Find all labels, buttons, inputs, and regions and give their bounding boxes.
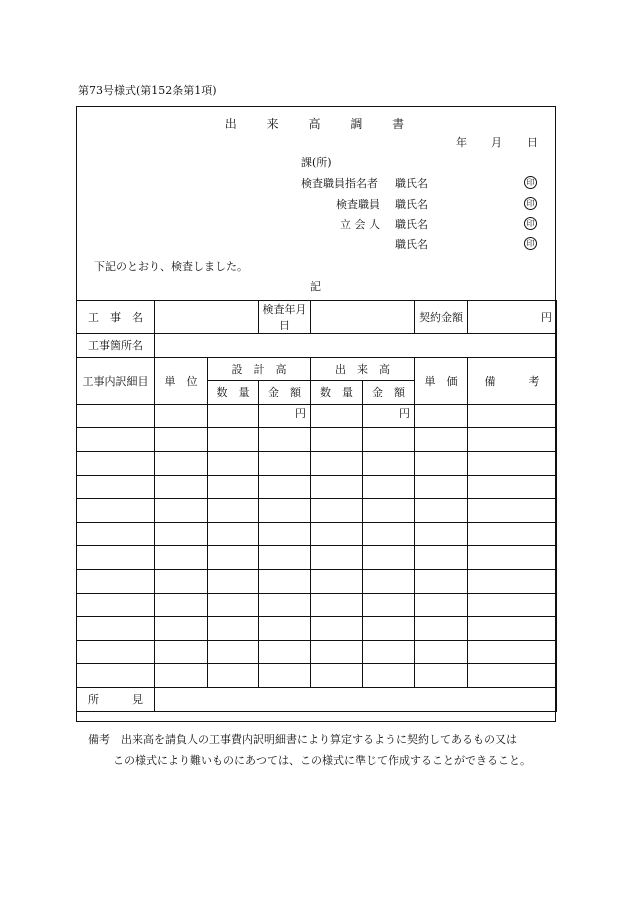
table-cell[interactable]	[363, 617, 415, 641]
table-row	[77, 569, 557, 593]
table-cell[interactable]	[311, 522, 363, 546]
opinion-label: 所 見	[77, 687, 155, 711]
contract-amount-field[interactable]: 円	[468, 301, 557, 334]
table-cell[interactable]	[415, 451, 468, 475]
table-cell[interactable]	[468, 569, 557, 593]
ki-label: 記	[310, 280, 321, 293]
table-row	[77, 404, 557, 428]
unit-price-header: 単 価	[415, 357, 468, 404]
table-cell[interactable]	[155, 617, 208, 641]
table-cell[interactable]	[77, 593, 155, 617]
project-row	[77, 301, 557, 334]
table-row	[77, 546, 557, 570]
table-cell[interactable]	[415, 522, 468, 546]
title-char: 来	[266, 117, 280, 131]
actual-amount-cell[interactable]: 円	[363, 404, 415, 428]
table-cell[interactable]	[363, 546, 415, 570]
opinion-row	[77, 687, 557, 711]
table-cell[interactable]	[363, 475, 415, 499]
table-cell[interactable]	[311, 451, 363, 475]
table-cell[interactable]	[468, 499, 557, 523]
table-cell[interactable]	[415, 499, 468, 523]
table-cell[interactable]	[155, 428, 208, 452]
table-row	[77, 451, 557, 475]
form-number: 第73号様式(第152条第1項)	[78, 84, 217, 97]
table-row	[77, 499, 557, 523]
table-cell[interactable]	[77, 404, 155, 428]
table-cell[interactable]	[155, 593, 208, 617]
table-cell[interactable]	[259, 664, 311, 688]
actual-quantity-header: 数 量	[311, 381, 363, 405]
inspection-date-field[interactable]	[311, 301, 415, 334]
table-cell[interactable]	[259, 640, 311, 664]
table-cell[interactable]	[311, 664, 363, 688]
signer-name-label: 職氏名	[395, 238, 428, 251]
table-cell[interactable]	[208, 640, 259, 664]
table-cell[interactable]	[77, 569, 155, 593]
project-name-label: 工 事 名	[77, 301, 155, 334]
table-cell[interactable]	[468, 428, 557, 452]
signer-name-label: 職氏名	[395, 218, 428, 231]
table-cell[interactable]	[363, 569, 415, 593]
date-day-label: 日	[527, 136, 538, 149]
table-cell[interactable]	[208, 593, 259, 617]
date-year-label: 年	[456, 136, 467, 149]
table-cell[interactable]	[259, 428, 311, 452]
note-line-1: 備考 出来高を請負人の工事費内訳明細書により算定するように契約してあるもの又は	[88, 733, 517, 746]
table-cell[interactable]	[155, 640, 208, 664]
table-cell[interactable]	[208, 569, 259, 593]
seal-icon: 印	[524, 237, 537, 250]
table-cell[interactable]	[208, 499, 259, 523]
table-cell[interactable]	[468, 640, 557, 664]
design-amount-header: 金 額	[259, 381, 311, 405]
title-char: 高	[308, 117, 322, 131]
table-row	[77, 475, 557, 499]
note-line-2: この様式により難いものにあつては、この様式に準じて作成することができること。	[113, 754, 531, 767]
table-cell[interactable]	[259, 546, 311, 570]
table-cell[interactable]	[208, 522, 259, 546]
table-cell[interactable]	[208, 404, 259, 428]
section-label: 課(所)	[301, 156, 332, 169]
project-name-field[interactable]	[155, 301, 259, 334]
table-cell[interactable]	[208, 617, 259, 641]
table-cell[interactable]	[311, 640, 363, 664]
design-header: 設 計 高	[208, 357, 311, 381]
table-cell[interactable]	[155, 664, 208, 688]
table-cell[interactable]	[363, 640, 415, 664]
table-cell[interactable]	[208, 664, 259, 688]
table-row	[77, 522, 557, 546]
table-cell[interactable]	[155, 451, 208, 475]
table-cell[interactable]	[311, 546, 363, 570]
table-cell[interactable]	[208, 546, 259, 570]
table-cell[interactable]	[311, 499, 363, 523]
signer-role: 立 会 人	[340, 218, 380, 231]
table-cell[interactable]	[468, 546, 557, 570]
table-cell[interactable]	[468, 404, 557, 428]
table-cell[interactable]	[468, 664, 557, 688]
table-cell[interactable]	[415, 569, 468, 593]
table-cell[interactable]	[77, 428, 155, 452]
table-cell[interactable]	[259, 522, 311, 546]
seal-icon: 印	[524, 217, 537, 230]
design-amount-cell[interactable]: 円	[259, 404, 311, 428]
table-cell[interactable]	[259, 617, 311, 641]
table-cell[interactable]	[311, 404, 363, 428]
table-cell[interactable]	[155, 499, 208, 523]
table-cell[interactable]	[259, 451, 311, 475]
table-cell[interactable]	[363, 428, 415, 452]
date-month-label: 月	[491, 136, 502, 149]
seal-icon: 印	[524, 176, 537, 189]
table-cell[interactable]	[415, 428, 468, 452]
signer-role: 検査職員	[336, 198, 380, 211]
detail-table	[76, 300, 557, 712]
table-row	[77, 428, 557, 452]
seal-icon: 印	[524, 197, 537, 210]
remarks-header: 備 考	[468, 357, 557, 404]
table-cell[interactable]	[155, 546, 208, 570]
table-cell[interactable]	[77, 451, 155, 475]
table-cell[interactable]	[77, 499, 155, 523]
table-cell[interactable]	[415, 593, 468, 617]
table-cell[interactable]	[415, 475, 468, 499]
unit-header: 単 位	[155, 357, 208, 404]
table-cell[interactable]	[259, 569, 311, 593]
table-cell[interactable]	[259, 499, 311, 523]
table-cell[interactable]	[311, 593, 363, 617]
table-cell[interactable]	[155, 404, 208, 428]
location-label: 工事箇所名	[77, 334, 155, 358]
table-cell[interactable]	[468, 617, 557, 641]
document-title	[0, 115, 630, 132]
table-cell[interactable]	[77, 640, 155, 664]
title-char: 出	[224, 117, 238, 131]
table-row	[77, 664, 557, 688]
location-field[interactable]	[155, 334, 557, 358]
table-cell[interactable]	[77, 664, 155, 688]
table-cell[interactable]	[155, 475, 208, 499]
table-cell[interactable]	[208, 475, 259, 499]
table-cell[interactable]	[311, 475, 363, 499]
table-cell[interactable]	[208, 451, 259, 475]
table-cell[interactable]	[77, 617, 155, 641]
table-cell[interactable]	[77, 475, 155, 499]
table-cell[interactable]	[415, 640, 468, 664]
title-char: 書	[392, 117, 406, 131]
opinion-field[interactable]	[155, 687, 557, 711]
table-cell[interactable]	[363, 664, 415, 688]
inspection-date-label: 検査年月日	[259, 301, 311, 334]
table-cell[interactable]	[311, 428, 363, 452]
table-row	[77, 617, 557, 641]
table-cell[interactable]	[259, 593, 311, 617]
table-cell[interactable]	[208, 428, 259, 452]
table-cell[interactable]	[468, 593, 557, 617]
table-cell[interactable]	[311, 617, 363, 641]
table-cell[interactable]	[468, 475, 557, 499]
table-cell[interactable]	[363, 451, 415, 475]
table-cell[interactable]	[415, 404, 468, 428]
table-cell[interactable]	[363, 499, 415, 523]
table-cell[interactable]	[155, 569, 208, 593]
title-char: 調	[350, 117, 364, 131]
table-cell[interactable]	[77, 546, 155, 570]
table-cell[interactable]	[259, 475, 311, 499]
table-row	[77, 593, 557, 617]
table-cell[interactable]	[155, 522, 208, 546]
table-cell[interactable]	[415, 617, 468, 641]
table-cell[interactable]	[468, 451, 557, 475]
table-cell[interactable]	[363, 522, 415, 546]
table-cell[interactable]	[77, 522, 155, 546]
signer-role: 検査職員指名者	[301, 177, 378, 190]
table-cell[interactable]	[468, 522, 557, 546]
table-row	[77, 640, 557, 664]
table-cell[interactable]	[415, 664, 468, 688]
inspection-statement: 下記のとおり、検査しました。	[94, 260, 248, 273]
table-cell[interactable]	[415, 546, 468, 570]
actual-amount-header: 金 額	[363, 381, 415, 405]
actual-header: 出 来 高	[311, 357, 415, 381]
design-quantity-header: 数 量	[208, 381, 259, 405]
signer-name-label: 職氏名	[395, 177, 428, 190]
header-row-1	[77, 357, 557, 381]
breakdown-header: 工事内訳細目	[77, 357, 155, 404]
signer-name-label: 職氏名	[395, 198, 428, 211]
location-row	[77, 334, 557, 358]
table-cell[interactable]	[311, 569, 363, 593]
table-cell[interactable]	[363, 593, 415, 617]
contract-amount-label: 契約金額	[415, 301, 468, 334]
